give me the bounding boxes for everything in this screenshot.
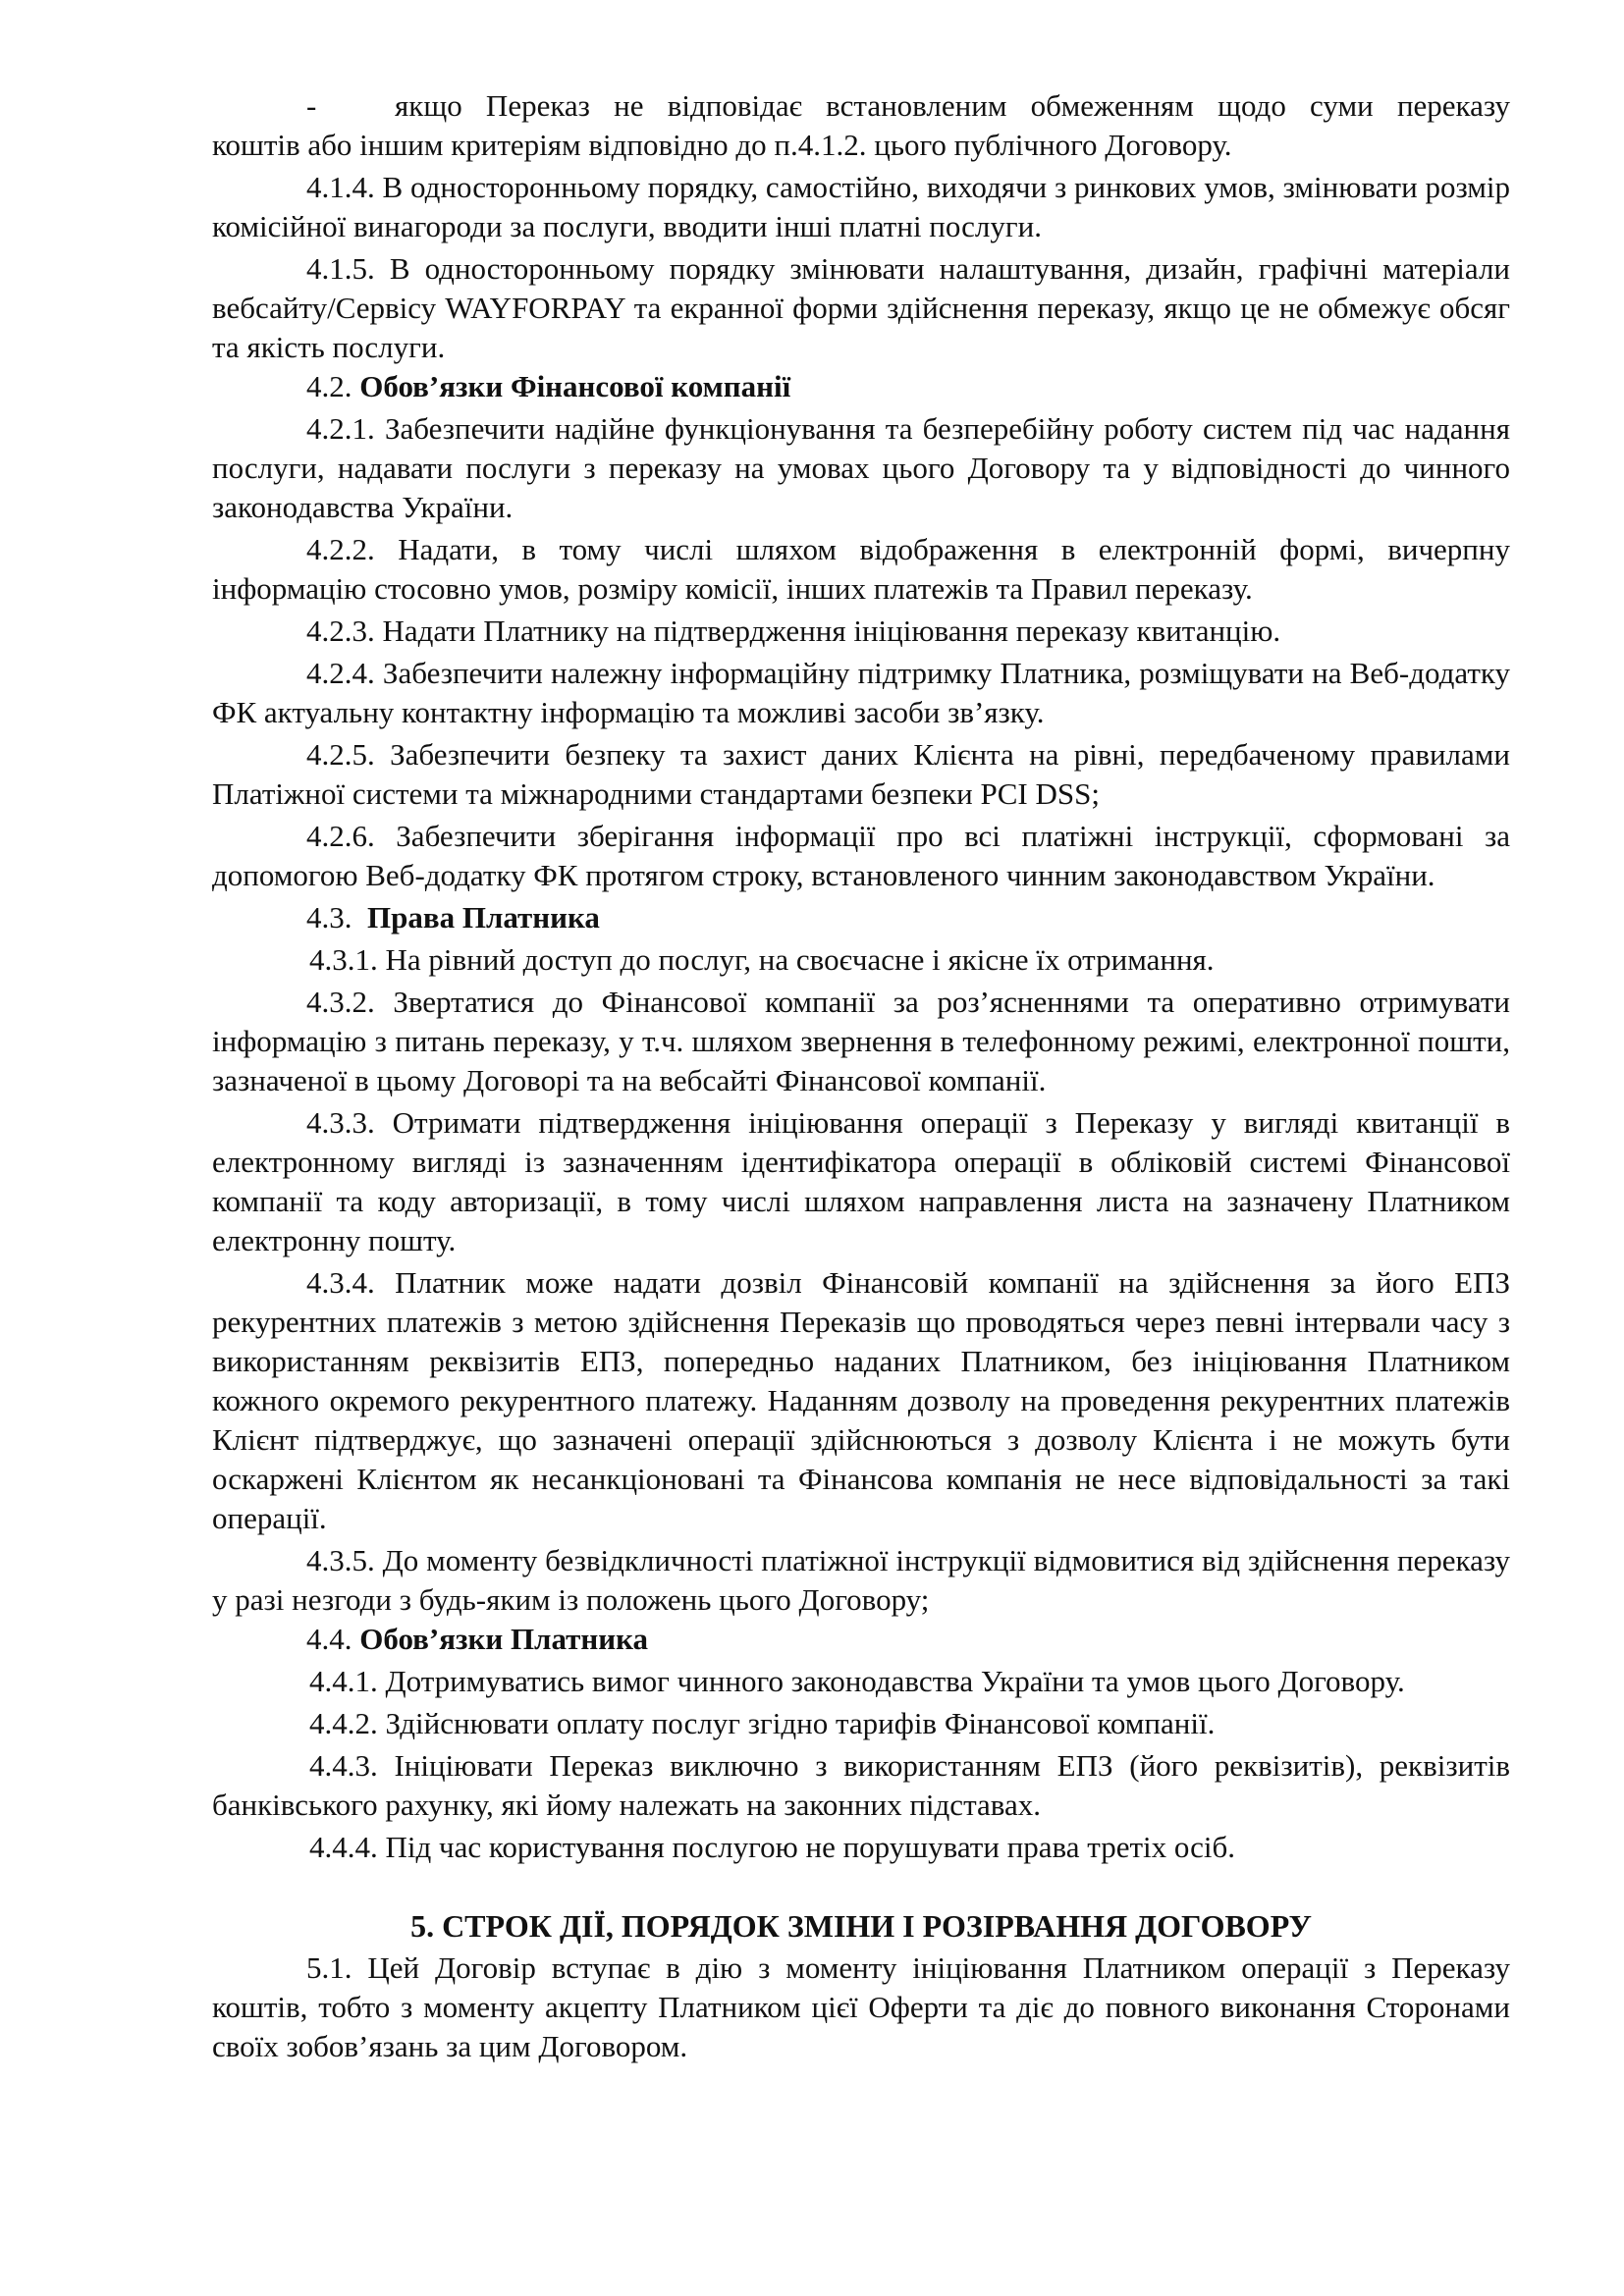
section-number: 4.3. [306, 900, 352, 934]
bullet-text-line2: коштів або іншим критеріям відповідно до п.4.1.2. цього публічного Договору. [212, 128, 1232, 162]
clause-4-2-3: 4.2.3. Надати Платнику на підтвердження ініціювання переказу квитанцію. [306, 614, 1281, 648]
section-title: Обов’язки Платника [359, 1622, 648, 1656]
clause-4-3-5: 4.3.5. До моменту безвідкличності платіжної інструкції відмовитися від здійснення переказу у разі незгоди з будь-яким із положень цього Договору; [212, 1543, 1510, 1617]
clause-4-3-4: 4.3.4. Платник може надати дозвіл Фінансовій компанії на здійснення за його ЕПЗ рекурентних платежів з метою здійснення Переказів що проводяться через певні інтервали часу з використанням реквізитів ЕПЗ, попередньо наданих Платником, без ініціювання Платником кожного окремого рекурентного платежу. Наданням дозволу на проведення рекурентних платежів Клієнт підтверджує, що зазначені операції здійснюються з дозволу Клієнта і не можуть бути оскаржені Клієнтом як несанкціоновані та Фінансова компанія не несе відповідальності за такі операції. [212, 1265, 1510, 1535]
document-page [212, 86, 1510, 2066]
section-number: 4.2. [306, 369, 352, 403]
bullet-item [212, 86, 1510, 126]
clause-4-1-4: 4.1.4. В односторонньому порядку, самостійно, виходячи з ринкових умов, змінювати розмір комісійної винагороди за послуги, вводити інші платні послуги. [212, 170, 1510, 243]
section-title: Права Платника [367, 900, 600, 934]
bullet-dash: - [306, 88, 317, 123]
section-heading-5: 5. СТРОК ДІЇ, ПОРЯДОК ЗМІНИ І РОЗІРВАННЯ ДОГОВОРУ [410, 1908, 1312, 1944]
clause-4-2-5: 4.2.5. Забезпечити безпеку та захист даних Клієнта на рівні, передбаченому правилами Платіжної системи та міжнародними стандартами безпеки PCI DSS; [212, 737, 1510, 811]
clause-4-2-4: 4.2.4. Забезпечити належну інформаційну підтримку Платника, розміщувати на Веб-додатку ФК актуальну контактну інформацію та можливі засоби зв’язку. [212, 656, 1510, 729]
clause-4-2-6: 4.2.6. Забезпечити зберігання інформації про всі платіжні інструкції, сформовані за допомогою Веб-додатку ФК протягом строку, встановленого чинним законодавством України. [212, 819, 1510, 892]
clause-4-2-1: 4.2.1. Забезпечити надійне функціонування та безперебійну роботу систем під час надання послуги, надавати послуги з переказу на умовах цього Договору та у відповідності до чинного законодавства України. [212, 411, 1510, 524]
clause-5-1: 5.1. Цей Договір вступає в дію з моменту ініціювання Платником операції з Переказу коштів, тобто з моменту акцепту Платником цієї Оферти та діє до повного виконання Сторонами своїх зобов’язань за цим Договором. [212, 1950, 1510, 2063]
clause-4-4-3: 4.4.3. Ініціювати Переказ виключно з використанням ЕПЗ (його реквізитів), реквізитів банківського рахунку, які йому належать на законних підставах. [212, 1748, 1510, 1822]
section-heading-4-2 [212, 367, 1510, 406]
section-title: Обов’язки Фінансової компанії [359, 369, 791, 403]
clause-4-4-2: 4.4.2. Здійснювати оплату послуг згідно тарифів Фінансової компанії. [309, 1706, 1216, 1740]
clause-4-3-3: 4.3.3. Отримати підтвердження ініціювання операції з Переказу у вигляді квитанції в електронному вигляді із зазначенням ідентифікатора операції в обліковій системі Фінансової компанії та коду авторизації, в тому числі шляхом направлення листа на зазначену Платником електронну пошту. [212, 1105, 1510, 1257]
clause-4-1-5: 4.1.5. В односторонньому порядку змінювати налаштування, дизайн, графічні матеріали вебсайту/Сервісу WAYFORPAY та екранної форми здійснення переказу, якщо це не обмежує обсяг та якість послуги. [212, 251, 1510, 364]
section-heading-4-3 [212, 898, 1510, 937]
section-number: 4.4. [306, 1622, 352, 1656]
bullet-text-line1: якщо Переказ не відповідає встановленим обмеженням щодо суми переказу [395, 88, 1510, 123]
clause-4-4-4: 4.4.4. Під час користування послугою не порушувати права третіх осіб. [309, 1830, 1236, 1864]
section-heading-4-4 [212, 1620, 1510, 1659]
clause-4-3-1: 4.3.1. На рівний доступ до послуг, на своєчасне і якісне їх отримання. [309, 942, 1215, 977]
clause-4-4-1: 4.4.1. Дотримуватись вимог чинного законодавства України та умов цього Договору. [309, 1664, 1405, 1698]
clause-4-2-2: 4.2.2. Надати, в тому числі шляхом відображення в електронній формі, вичерпну інформацію стосовно умов, розміру комісії, інших платежів та Правил переказу. [212, 532, 1510, 606]
clause-4-3-2: 4.3.2. Звертатися до Фінансової компанії за роз’ясненнями та оперативно отримувати інформацію з питань переказу, у т.ч. шляхом звернення в телефонному режимі, електронної пошти, зазначеної в цьому Договорі та на вебсайті Фінансової компанії. [212, 985, 1510, 1097]
